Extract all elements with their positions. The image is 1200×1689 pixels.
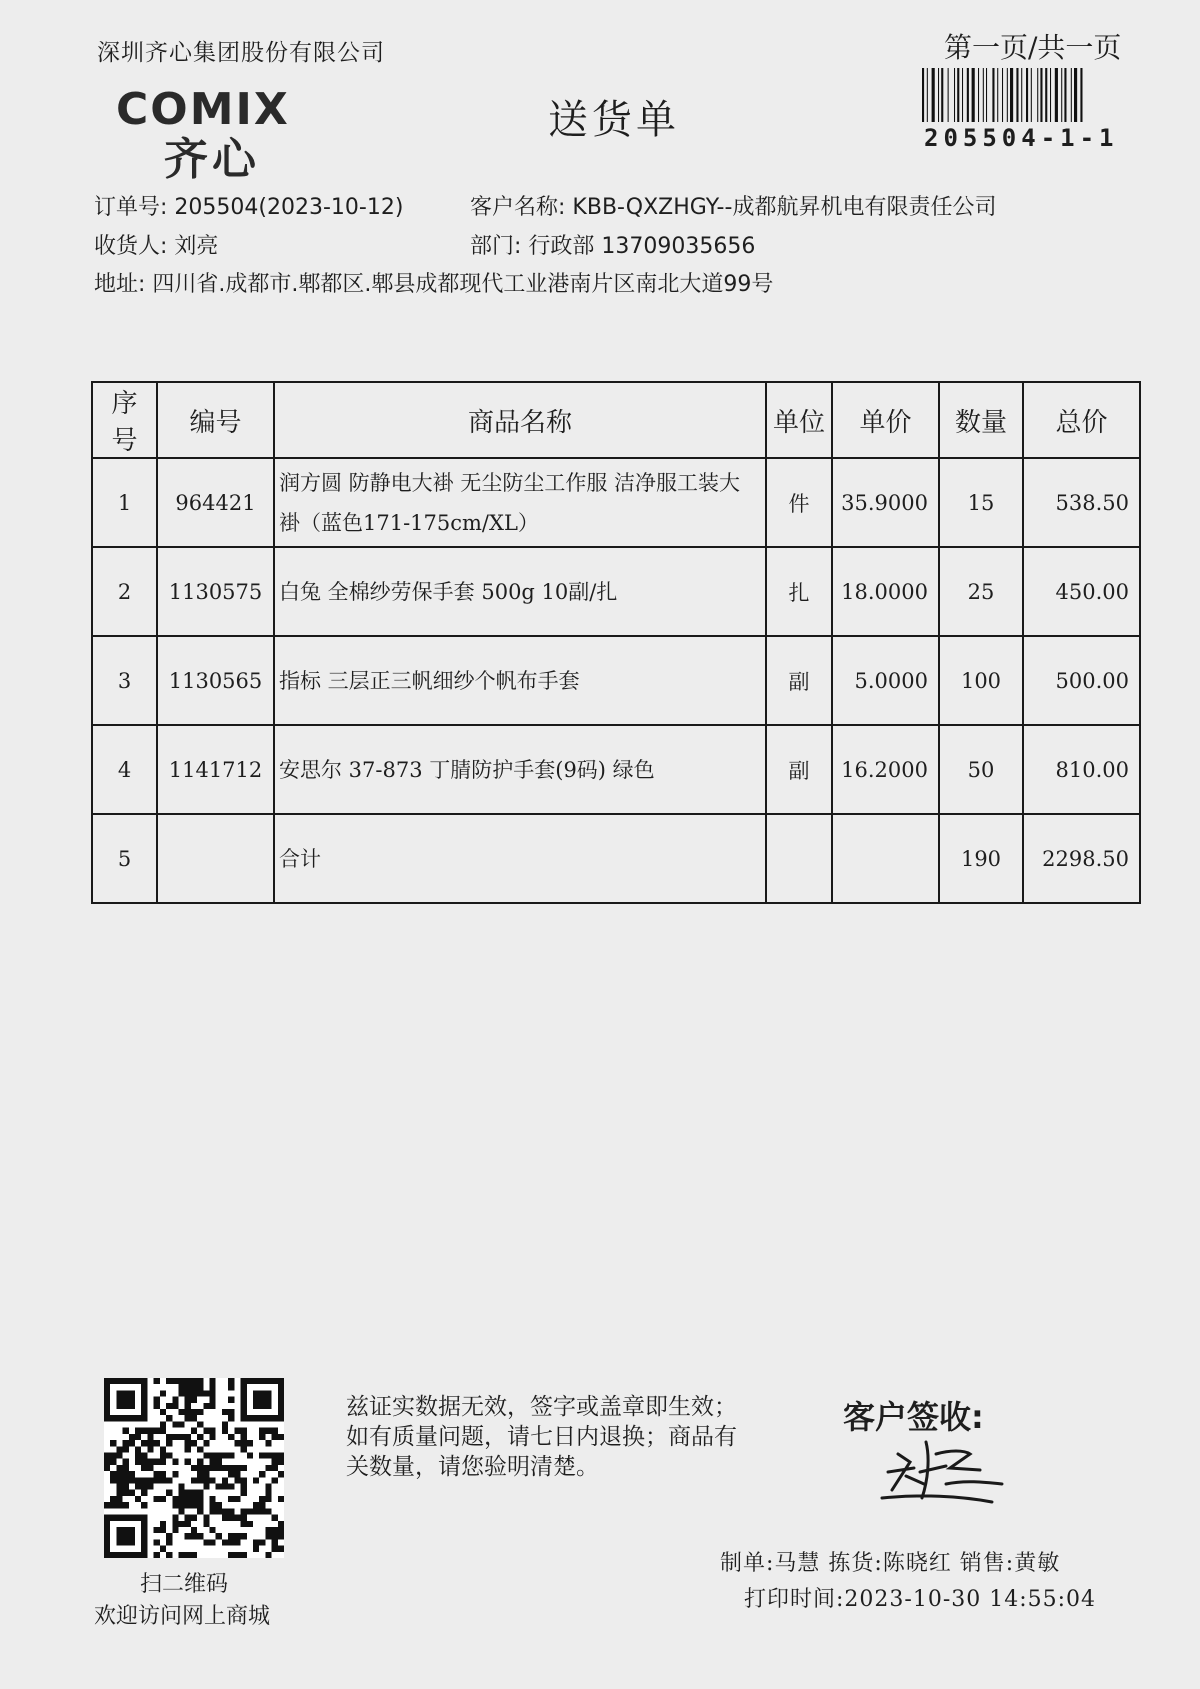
comix-logo xyxy=(116,90,346,182)
customer-label: 客户名称: xyxy=(470,195,566,220)
print-time: 打印时间:2023-10-30 14:55:04 xyxy=(744,1587,1097,1612)
dept-label: 部门: xyxy=(470,234,522,259)
notice-text: 兹证实数据无效，签字或盖章即生效；如有质量问题，请七日内退换；商品有关数量，请您验明清楚。 xyxy=(346,1394,737,1480)
cell-quantity: 50 xyxy=(939,725,1023,814)
cell-index: 3 xyxy=(92,636,157,725)
order-number xyxy=(94,190,403,221)
items-table xyxy=(91,381,1141,904)
table-total-row xyxy=(92,814,1140,903)
cell-quantity: 100 xyxy=(939,636,1023,725)
receiver-label: 收货人: xyxy=(94,234,168,259)
cell-total: 810.00 xyxy=(1023,725,1140,814)
cell-code: 1141712 xyxy=(157,725,274,814)
qr-code-image xyxy=(104,1378,284,1558)
cell-product-name: 指标 三层正三帆细纱个帆布手套 xyxy=(274,636,766,725)
header-code: 编号 xyxy=(157,382,274,458)
cell-unit: 副 xyxy=(766,636,832,725)
cell-code xyxy=(157,814,274,903)
table-row xyxy=(92,547,1140,636)
cell-total-quantity: 190 xyxy=(939,814,1023,903)
cell-unit: 副 xyxy=(766,725,832,814)
order-label: 订单号: xyxy=(94,195,168,220)
staff-info: 制单:马慧 拣货:陈晓红 销售:黄敏 xyxy=(720,1551,1061,1576)
header-unit-price: 单价 xyxy=(832,382,939,458)
address xyxy=(94,267,773,298)
department xyxy=(470,229,755,260)
cell-unit-price: 5.0000 xyxy=(832,636,939,725)
document-title: 送货单 xyxy=(548,97,680,143)
receiver xyxy=(94,229,218,260)
cell-unit: 件 xyxy=(766,458,832,547)
address-value: 四川省.成都市.郫都区.郫县成都现代工业港南片区南北大道99号 xyxy=(152,272,774,297)
header-quantity: 数量 xyxy=(939,382,1023,458)
dept-value: 行政部 13709035656 xyxy=(528,234,756,259)
cell-unit-price: 18.0000 xyxy=(832,547,939,636)
receiver-value: 刘亮 xyxy=(174,234,219,259)
cell-index: 4 xyxy=(92,725,157,814)
header-index: 序号 xyxy=(92,382,157,458)
cell-quantity: 25 xyxy=(939,547,1023,636)
logo-cn-text: 齐心 xyxy=(164,134,260,182)
cell-code: 1130565 xyxy=(157,636,274,725)
table-row xyxy=(92,636,1140,725)
cell-unit-price xyxy=(832,814,939,903)
signature-image xyxy=(880,1432,1010,1506)
cell-product-name: 白兔 全棉纱劳保手套 500g 10副/扎 xyxy=(274,547,766,636)
header-product-name: 商品名称 xyxy=(274,382,766,458)
table-row xyxy=(92,458,1140,547)
table-row xyxy=(92,725,1140,814)
qr-caption-scan: 扫二维码 xyxy=(140,1572,229,1597)
order-value: 205504(2023-10-12) xyxy=(174,195,404,220)
cell-unit-price: 16.2000 xyxy=(832,725,939,814)
address-label: 地址: xyxy=(94,272,146,297)
header-unit: 单位 xyxy=(766,382,832,458)
cell-index: 2 xyxy=(92,547,157,636)
cell-unit xyxy=(766,814,832,903)
cell-product-name: 润方圆 防静电大褂 无尘防尘工作服 洁净服工装大褂（蓝色171-175cm/XL） xyxy=(274,458,766,547)
customer-value: KBB-QXZHGY--成都航昇机电有限责任公司 xyxy=(572,195,997,220)
cell-total: 500.00 xyxy=(1023,636,1140,725)
barcode-image xyxy=(922,68,1134,122)
cell-index: 1 xyxy=(92,458,157,547)
cell-code: 964421 xyxy=(157,458,274,547)
cell-code: 1130575 xyxy=(157,547,274,636)
cell-index: 5 xyxy=(92,814,157,903)
table-header-row xyxy=(92,382,1140,458)
cell-product-name: 安思尔 37-873 丁腈防护手套(9码) 绿色 xyxy=(274,725,766,814)
cell-unit-price: 35.9000 xyxy=(832,458,939,547)
barcode-number: 205504-1-1 xyxy=(924,124,1119,152)
cell-grand-total: 2298.50 xyxy=(1023,814,1140,903)
customer-sign-label: 客户签收: xyxy=(843,1398,984,1436)
cell-total: 538.50 xyxy=(1023,458,1140,547)
cell-total-label: 合计 xyxy=(274,814,766,903)
page-info: 第一页/共一页 xyxy=(944,31,1122,64)
logo-brand-text: COMIX xyxy=(116,90,290,135)
cell-quantity: 15 xyxy=(939,458,1023,547)
customer-name xyxy=(470,190,996,221)
company-name: 深圳齐心集团股份有限公司 xyxy=(97,40,385,66)
header-total: 总价 xyxy=(1023,382,1140,458)
qr-caption-welcome: 欢迎访问网上商城 xyxy=(94,1604,271,1629)
cell-total: 450.00 xyxy=(1023,547,1140,636)
cell-unit: 扎 xyxy=(766,547,832,636)
